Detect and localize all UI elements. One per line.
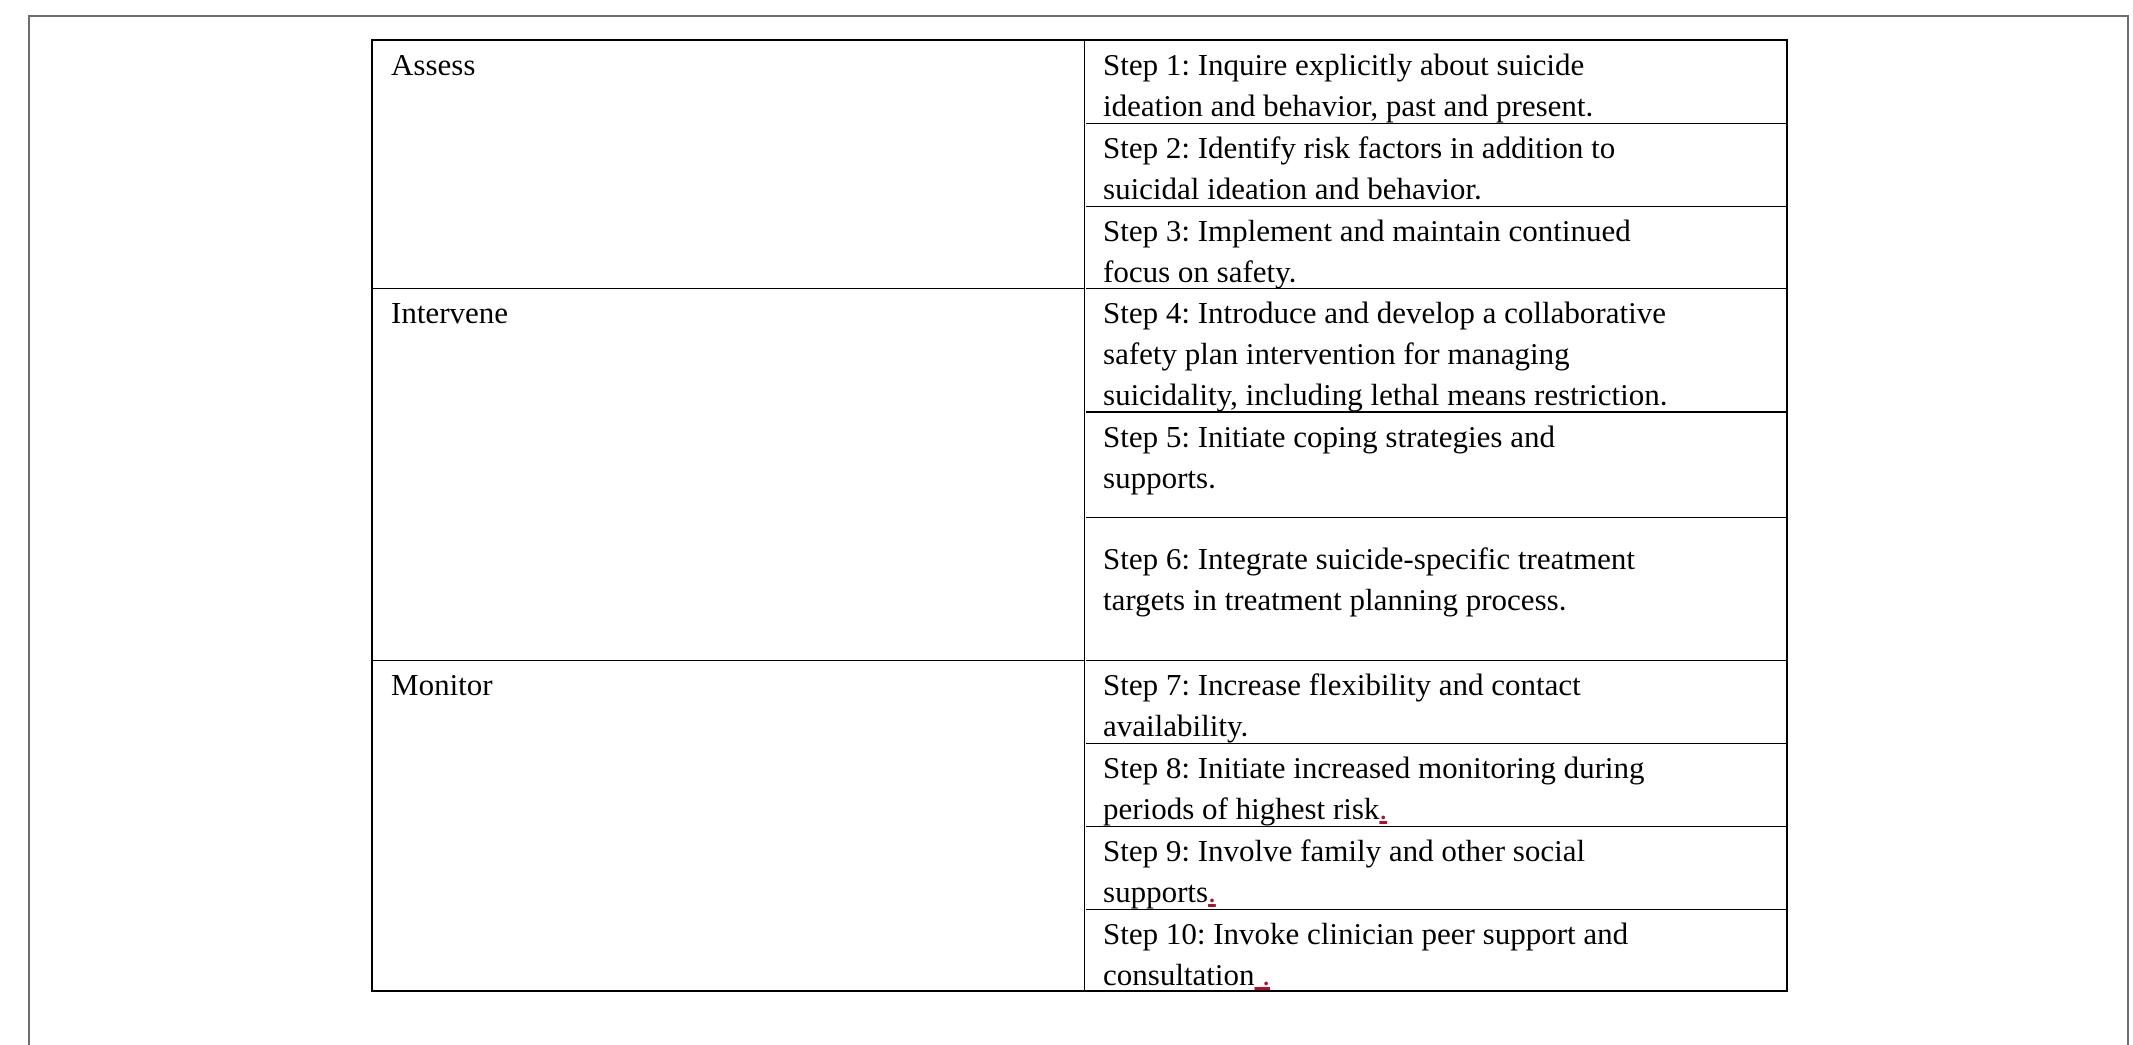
step-cell-1 [1086, 41, 1786, 124]
step-cell-2 [1086, 123, 1786, 206]
phase-cell-intervene [373, 288, 1085, 660]
step-text: ideation and behavior, past and present. [1103, 88, 1594, 123]
step-text: Step 8: Initiate increased monitoring during [1103, 750, 1645, 785]
step-cell-3 [1086, 206, 1786, 289]
phase-cell-monitor [373, 660, 1085, 992]
step-text: Step 6: Integrate suicide-specific treatment [1103, 541, 1635, 576]
step-text: suicidality, including lethal means restriction. [1103, 377, 1668, 412]
step-cell-10 [1086, 909, 1786, 992]
step-text: supports. [1103, 460, 1216, 495]
step-text: targets in treatment planning process. [1103, 582, 1567, 617]
step-text: supports [1103, 874, 1209, 909]
step-text: Step 4: Introduce and develop a collaborative [1103, 295, 1666, 330]
revision-mark: . [1379, 791, 1388, 826]
revision-mark: . [1254, 957, 1271, 992]
step-text: safety plan intervention for managing [1103, 336, 1570, 371]
step-cell-9 [1086, 826, 1786, 909]
step-text: Step 1: Inquire explicitly about suicide [1103, 47, 1585, 82]
step-text: Step 5: Initiate coping strategies and [1103, 419, 1555, 454]
step-text: consultation [1103, 957, 1255, 992]
step-text: Step 7: Increase flexibility and contact [1103, 667, 1581, 702]
phase-label: Intervene [391, 295, 509, 330]
step-cell-6 [1086, 517, 1786, 660]
step-text: periods of highest risk [1103, 791, 1380, 826]
step-cell-5 [1086, 411, 1786, 517]
step-cell-4 [1086, 288, 1786, 412]
step-text: Step 9: Involve family and other social [1103, 833, 1586, 868]
phase-cell-assess [373, 41, 1085, 288]
step-text: Step 3: Implement and maintain continued [1103, 213, 1631, 248]
revision-mark: . [1208, 874, 1216, 909]
phase-label: Assess [391, 47, 476, 82]
step-text: Step 2: Identify risk factors in addition to [1103, 130, 1616, 165]
phase-label: Monitor [391, 667, 493, 702]
step-cell-7 [1086, 660, 1786, 743]
step-text: Step 10: Invoke clinician peer support and [1103, 916, 1629, 951]
step-cell-8 [1086, 743, 1786, 826]
safety-steps-table [371, 39, 1788, 992]
step-text: availability. [1103, 708, 1249, 743]
step-text: focus on safety. [1103, 254, 1297, 289]
step-text: suicidal ideation and behavior. [1103, 171, 1482, 206]
